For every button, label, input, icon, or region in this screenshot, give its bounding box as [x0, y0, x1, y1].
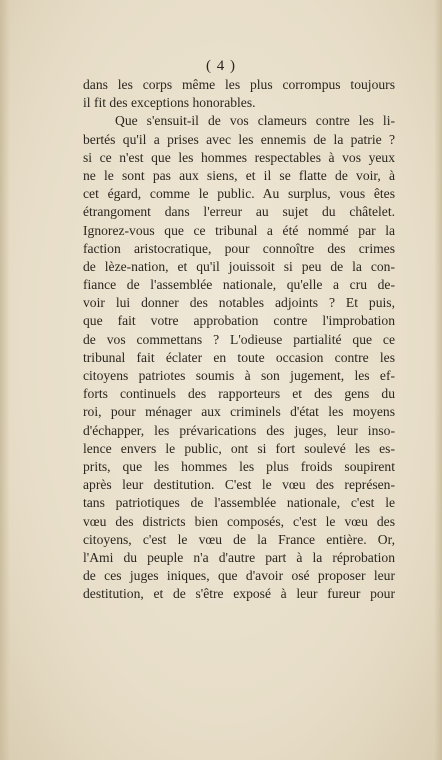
text-line: ne le sont pas aux siens, et il se flatte de voir, à: [83, 167, 395, 183]
text-line: faction aristocratique, pour connoître des crimes: [83, 240, 395, 256]
text-line: vœu des districts bien composés, c'est le vœu des: [83, 513, 395, 529]
text-line: prits, que les hommes les plus froids soupirent: [83, 458, 395, 474]
text-line: tribunal fait éclater en toute occasion contre les: [83, 349, 395, 365]
text-line: de vos commettans ? L'odieuse partialité que ce: [83, 331, 395, 347]
body-text: [83, 76, 395, 603]
page-number: ( 4 ): [206, 58, 236, 74]
text-line: si ce n'est que les hommes respectables à vos yeux: [83, 149, 395, 165]
text-line: citoyens, c'est le vœu de la France entière. Or,: [83, 531, 395, 547]
text-line: cet égard, comme le public. Au surplus, vous êtes: [83, 186, 395, 202]
text-line: roi, pour ménager aux criminels d'état les moyens: [83, 404, 395, 420]
text-line: citoyens patriotes soumis à son jugement, les ef-: [83, 368, 395, 383]
text-line: l'Ami du peuple n'a d'autre part à la réprobation: [83, 549, 395, 565]
text-line: destitution, et de s'être exposé à leur fureur pour: [83, 586, 395, 602]
text-line: forts continuels des rapporteurs et des gens du: [83, 386, 395, 402]
text-line: que fait votre approbation contre l'improbation: [83, 313, 395, 329]
text-line: bertés qu'il a prises avec les ennemis de la patrie ?: [83, 131, 395, 147]
text-line: dans les corps même les plus corrompus toujours: [83, 77, 395, 92]
text-line: de ces juges iniques, que d'avoir osé proposer leur: [83, 568, 395, 584]
text-line: il fit des exceptions honorables.: [83, 95, 256, 111]
text-line: Ignorez-vous que ce tribunal a été nommé par la: [83, 222, 395, 238]
text-line: tans patriotiques de l'assemblée nationale, c'est le: [83, 495, 395, 511]
text-line: après leur destitution. C'est le vœu des représen-: [83, 477, 395, 493]
text-line: fiance de l'assemblée nationale, qu'elle a cru de-: [83, 277, 395, 293]
text-line: étrangoment dans l'erreur au sujet du châtelet.: [83, 204, 395, 220]
page-edge-right: [434, 0, 442, 760]
text-line: de lèze-nation, et qu'il jouissoit si peu de la con-: [83, 258, 395, 274]
text-line: d'échapper, les prévarications des juges, leur inso-: [83, 422, 395, 438]
text-line: voir lui donner des notables adjoints ? Et puis,: [83, 295, 395, 311]
text-line: lence envers le public, ont si fort soulevé les es-: [83, 440, 395, 456]
text-line: Que s'ensuit-il de vos clameurs contre les li-: [115, 113, 395, 129]
page-edge-left: [0, 0, 10, 760]
